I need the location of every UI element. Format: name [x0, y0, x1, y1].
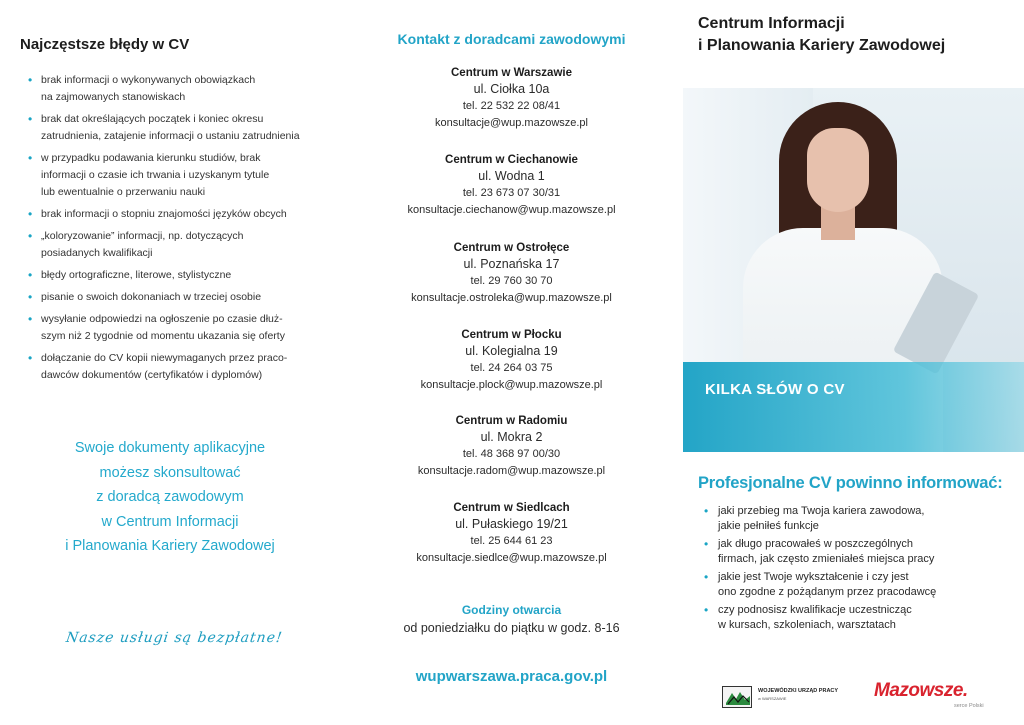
list-item: • pisanie o swoich dokonaniach w trzeciej osobie: [28, 290, 262, 304]
list-item: • jak długo pracowałeś w poszczególnych firmach, jak często zmieniałeś miejsca pracy: [704, 537, 935, 565]
middle-panel: [341, 0, 682, 725]
center-street: ul. Kolegialna 19: [465, 344, 558, 358]
center-phone: tel. 22 532 22 08/41: [462, 100, 561, 112]
center-email-link[interactable]: konsultacje.plock@wup.mazowsze.pl: [420, 379, 603, 391]
center-email-link[interactable]: konsultacje@wup.mazowsze.pl: [434, 117, 588, 129]
center-siedlce: [341, 500, 682, 567]
bullet-dot-icon: •: [28, 207, 33, 221]
center-plock: [341, 327, 682, 394]
center-ostroleka: [341, 240, 682, 307]
center-email-link[interactable]: konsultacje.radom@wup.mazowsze.pl: [417, 465, 606, 477]
cv-mistakes-list: [28, 72, 328, 389]
center-street: ul. Poznańska 17: [463, 257, 560, 271]
cv-info-list: [704, 504, 1004, 636]
center-name: Centrum w Warszawie: [451, 67, 572, 79]
list-item: • w przypadku podawania kierunku studiów, brak informacji o czasie ich trwania i uzyskanym tytule lub ewentualnie o przerwaniu nauki: [28, 151, 270, 198]
bullet-dot-icon: •: [704, 570, 709, 584]
bullet-dot-icon: •: [28, 312, 33, 326]
wup-emblem-icon: [722, 686, 752, 708]
center-email-link[interactable]: konsultacje.ostroleka@wup.mazowsze.pl: [411, 292, 612, 304]
list-item: • błędy ortograficzne, literowe, stylistyczne: [28, 268, 232, 282]
center-email-link[interactable]: konsultacje.ciechanow@wup.mazowsze.pl: [407, 204, 616, 216]
center-name: Centrum w Ciechanowie: [445, 154, 578, 166]
website-link[interactable]: wupwarszawa.praca.gov.pl: [415, 668, 608, 685]
opening-hours-value: od poniedziałku do piątku w godz. 8-16: [403, 621, 620, 635]
center-street: ul. Mokra 2: [480, 430, 543, 444]
center-phone: tel. 29 760 30 70: [470, 275, 553, 287]
contact-heading: Kontakt z doradcami zawodowymi: [397, 31, 626, 47]
bullet-dot-icon: •: [704, 537, 709, 551]
page-title: Centrum Informacji i Planowania Kariery Zawodowej: [698, 15, 946, 54]
list-item: • jakie jest Twoje wykształcenie i czy jest ono zgodne z pożądanym przez pracodawcę: [704, 570, 937, 598]
opening-hours-label: Godziny otwarcia: [461, 603, 562, 617]
banner-title: KILKA SŁÓW O CV: [705, 381, 845, 398]
list-item: • dołączanie do CV kopii niewymaganych przez praco- dawców dokumentów (certyfikatów i dyplomów): [28, 351, 288, 381]
list-item: • czy podnosisz kwalifikacje uczestnicząc w kursach, szkoleniach, warsztatach: [704, 603, 912, 631]
center-name: Centrum w Płocku: [461, 329, 562, 341]
left-panel: [0, 0, 341, 725]
center-email-link[interactable]: konsultacje.siedlce@wup.mazowsze.pl: [416, 552, 607, 564]
cv-banner: [683, 362, 1024, 452]
center-name: Centrum w Ostrołęce: [453, 242, 570, 254]
bullet-dot-icon: •: [28, 151, 33, 165]
bullet-dot-icon: •: [28, 229, 33, 243]
list-item: • brak informacji o stopniu znajomości języków obcych: [28, 207, 287, 221]
bullet-dot-icon: •: [28, 112, 33, 126]
list-item: • brak dat określających początek i koniec okresu zatrudnienia, zatajenie informacji o ustaniu zatrudnienia: [28, 112, 300, 142]
center-name: Centrum w Siedlcach: [453, 502, 570, 514]
right-panel: [682, 0, 1024, 725]
list-item: • jaki przebieg ma Twoja kariera zawodowa, jakie pełniłeś funkcje: [704, 504, 925, 532]
free-services-note: Nasze usługi są bezpłatne!: [64, 630, 284, 646]
bullet-dot-icon: •: [704, 603, 709, 617]
bullet-dot-icon: •: [28, 351, 33, 365]
wup-logo: WOJEWÓDZKI URZĄD PRACY w WARSZAWIE: [722, 684, 842, 710]
bullet-dot-icon: •: [28, 73, 33, 87]
list-item: • wysyłanie odpowiedzi na ogłoszenie po czasie dłuż- szym niż 2 tygodnie od momentu ukazania się oferty: [28, 312, 285, 342]
cv-info-heading: Profesjonalne CV powinno informować:: [698, 474, 1003, 492]
center-ciechanow: [341, 152, 682, 219]
mazowsze-logo: Mazowsze. serce Polski: [874, 680, 984, 709]
center-phone: tel. 23 673 07 30/31: [462, 187, 561, 199]
center-radom: [341, 413, 682, 480]
list-item: • „koloryzowanie” informacji, np. dotyczących posiadanych kwalifikacji: [28, 229, 244, 259]
consultation-note: Swoje dokumenty aplikacyjne możesz skonsultować z doradcą zawodowym w Centrum Informacji i Planowania Kariery Zawodowej: [65, 440, 275, 554]
center-street: ul. Ciołka 10a: [473, 82, 550, 96]
center-street: ul. Wodna 1: [478, 169, 545, 183]
center-street: ul. Pułaskiego 19/21: [455, 517, 568, 531]
center-phone: tel. 25 644 61 23: [470, 535, 553, 547]
bullet-dot-icon: •: [704, 504, 709, 518]
bullet-dot-icon: •: [28, 290, 33, 304]
center-phone: tel. 48 368 97 00/30: [462, 448, 561, 460]
center-warszawa: [341, 65, 682, 132]
list-item: • brak informacji o wykonywanych obowiązkach na zajmowanych stanowiskach: [28, 73, 256, 103]
center-name: Centrum w Radomiu: [455, 415, 568, 427]
center-phone: tel. 24 264 03 75: [470, 362, 553, 374]
bullet-dot-icon: •: [28, 268, 33, 282]
common-cv-mistakes-heading: Najczęstsze błędy w CV: [20, 36, 190, 53]
